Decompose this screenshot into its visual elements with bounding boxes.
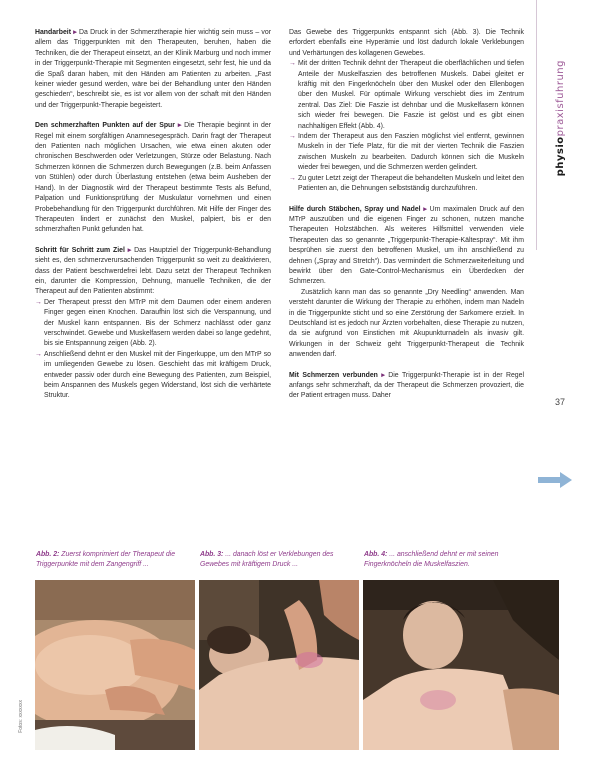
left-column [35,28,271,402]
photo-abb-2 [35,580,195,750]
caption-label: Abb. 4: [364,551,388,558]
paragraph-continuation: Das Gewebe des Triggerpunkts entspannt sich (Abb. 3). Die Technik erfordert ebenfalls eine Hyperämie und löst dadurch lokale Verklebungen und Verhärtungen des kollagenen Gewebes. [289,29,524,57]
paragraph-hilfsmittel [289,205,524,288]
paragraph-schritt-fuer-schritt [35,246,271,298]
caption-text: ... anschließend dehnt er mit seinen Fingerknöcheln die Muskelfaszien. [364,551,499,568]
paragraph-schmerzhafte-punkte [35,121,271,235]
brand-strong: physio [555,136,566,177]
caption-abb-4 [364,550,534,570]
body-text: Um maximalen Druck auf den MTrP auszuüben und die eigenen Finger zu schonen, nutzen manche Therapeuten Holzstäbchen. Als weiteres Hilfsmittel verwenden viele Therapeuten das so genannte „Triggerpunkt-Therapie-Kältespray“. Mit ihm besprühen sie zuerst den betroffenen Muskel, um ihn anschließend zu dehnen („Spray and Stretch“). Das vermindert die Schmerzweiterleitung und bewirkt über den Gate-Control-Mechanismus ein Überdecken der Schmerzen. [289,205,524,286]
body-text: Das Hauptziel der Triggerpunkt-Behandlung sieht es, den schmerzverursachenden Triggerpunkt so weit zu deaktivieren, dass der Patient beschwerdefrei lebt. Dazu setzt der Therapeut Techniken ein, darunter die Kompression, Dehnung, manuelle Techniken, die der Therapeut auf den Patienten abstimmt: [35,246,271,296]
caption-text: ... danach löst er Verklebungen des Gewebes mit kräftigem Druck ... [200,551,334,568]
section-heading: Hilfe durch Stäbchen, Spray und Nadel [289,205,421,213]
magazine-sidebar [536,0,589,250]
technique-list [35,298,271,402]
heading-arrow-icon: ▸ [73,29,77,36]
technique-list-continued [289,59,524,194]
list-item: → Zu guter Letzt zeigt der Therapeut die behandelten Muskeln und leitet den Patienten an, die Dehnungen selbstständig durchzuführen. [289,174,524,195]
list-item: → Anschließend dehnt er den Muskel mit der Fingerkuppe, um den MTrP so im umliegenden Gewebe zu lösen. Geschieht das mit kräftigem Druck, entweder passiv oder durch eine Bewegung des Patienten, zum Beispiel, beim Anspannen des Muskels gegen Widerstand, löst sich die verhärtete Struktur. [35,350,271,402]
section-heading: Schritt für Schritt zum Ziel [35,246,125,254]
body-text: Da Druck in der Schmerztherapie hier wichtig sein muss – vor allem das Triggerpunkten mit den Therapeuten, beruhen, haben die Techniken, die der Therapeut einsetzt, an der Klinik Marburg und noch immer in der Triggerpunkt-Therapie mit Segmenten eingesetzt, sehr fest, hie und da die Spaß daran haben, mit den Händen am Patienten zu arbeiten. „Fast keiner wieder gesund werden, wäre bei der Behandlung unter den Händen geschieden“, beschreibt sie, es ist vor allem von der schaft mit den Händen und der Triggerpunkt-Therapie begeistert. [35,29,272,109]
body-text: Die Triggerpunkt-Therapie ist in der Regel anfangs sehr schmerzhaft, da der Therapeut die Schmerzen provoziert, die der Patient ertragen muss. Daher [289,371,524,400]
heading-arrow-icon: ▸ [127,246,132,254]
heading-arrow-icon: ▸ [177,122,182,130]
heading-arrow-icon: ▸ [381,371,385,379]
page-number: 37 [555,397,566,407]
body-text: Die Therapie beginnt in der Regel mit einem sorgfältigen Anamnesegespräch. Darin fragt der Therapeut den Patienten nach möglichen Ursachen, wie etwa einen akuten oder chronischen Beschwerden oder Verletzungen, Stürze oder Belastung. Nach Schmerzen können die Schmerzen durch Bewegungen (z.B. beim Anfassen von Stühlen) oder durch Überlastung entstehen (etwa beim Ausheben der Hand). In der Diagnostik wird der Therapeut bestimmte Tests als Befund, Palpation und Funktionsprüfung der Muskulatur vornehmen und einen Probebehandlung für den Triggerpunkt durchführen. Mit Hilfe der Finger des Therapeuten lindert er zunächst den Muskel, palpiert, bis er den schmerzhaften Punkt gefunden hat. [35,122,271,234]
photo-abb-4 [363,580,559,750]
heading-arrow-icon: ▸ [423,205,427,213]
section-heading: Mit Schmerzen verbunden [289,371,378,379]
section-heading: Den schmerzhaften Punkten auf der Spur [35,122,175,130]
brand-light: praxisfuhrung [555,60,566,137]
list-item: → Der Therapeut presst den MTrP mit dem Daumen oder einem anderen Finger gegen einen Knochen. Daraufhin löst sich die Verspannung, und der Muskel kann entspannen. Bis der Schmerz nachlässt oder ganz verschwindet. Gewebe und Muskelfasern werden dabei so lange gedehnt, bis sie Entspannung zeigen (Abb. 2). [35,298,271,350]
section-heading: Handarbeit [35,29,71,36]
caption-abb-2 [36,550,198,570]
caption-label: Abb. 2: [36,551,60,558]
photo-credit: Fotos: xxxxxxx [18,700,24,733]
caption-label: Abb. 3: [200,551,224,558]
paragraph-handarbeit [35,28,271,111]
magazine-brand [555,60,566,176]
list-item: → Mit der dritten Technik dehnt der Therapeut die oberflächlichen und tiefen Anteile der Muskelfaszien des betroffenen Muskels. Dabei gleitet er kräftig mit den Fingerknöcheln über den Muskel oder den Ellenbogen über den Muskel. Für optimale Wirkung verschiebt dies im Zentrum zentral. Das Ziel: Die Faszie ist dehnbar und die Muskelfasern können sich wieder frei bewegen. Die Faszie ist gelöst und es gibt einen nachhaltigen Effekt (Abb. 4). [289,59,524,132]
paragraph-dry-needling: Zusätzlich kann man das so genannte „Dry Needling“ anwenden. Man versteht darunter die Wirkung der Therapie zu erhöhen, indem man Nadeln in die Triggerpunkte sticht und so eine Zerstörung der Sarkomere erzielt. In Deutschland ist es jedoch nur Ärzten vorbehalten, diese Therapie zu nutzen, da sie aufgrund von Einstichen mit Akupunkturnadeln als invasiv gilt. Wirkungen in der Schweiz geht Triggerpunkt-Therapeut die Technik anwenden darf. [289,288,524,359]
caption-text: Zuerst komprimiert der Therapeut die Triggerpunkte mit dem Zangengriff ... [36,551,176,568]
list-item: → Indem der Therapeut aus den Faszien möglichst viel entfernt, gewinnen Muskeln in der Tiefe Platz, für die mit der vierten Technik die Faszien zwischen Muskeln zu bearbeiten. Dadurch können sich die Muskeln wieder frei bewegen, und die Schmerzen werden gelindert. [289,132,524,174]
photo-abb-3 [199,580,359,750]
paragraph-schmerzen [289,371,524,402]
caption-abb-3 [200,550,360,570]
right-column [289,28,524,402]
continue-arrow-icon [538,472,572,488]
